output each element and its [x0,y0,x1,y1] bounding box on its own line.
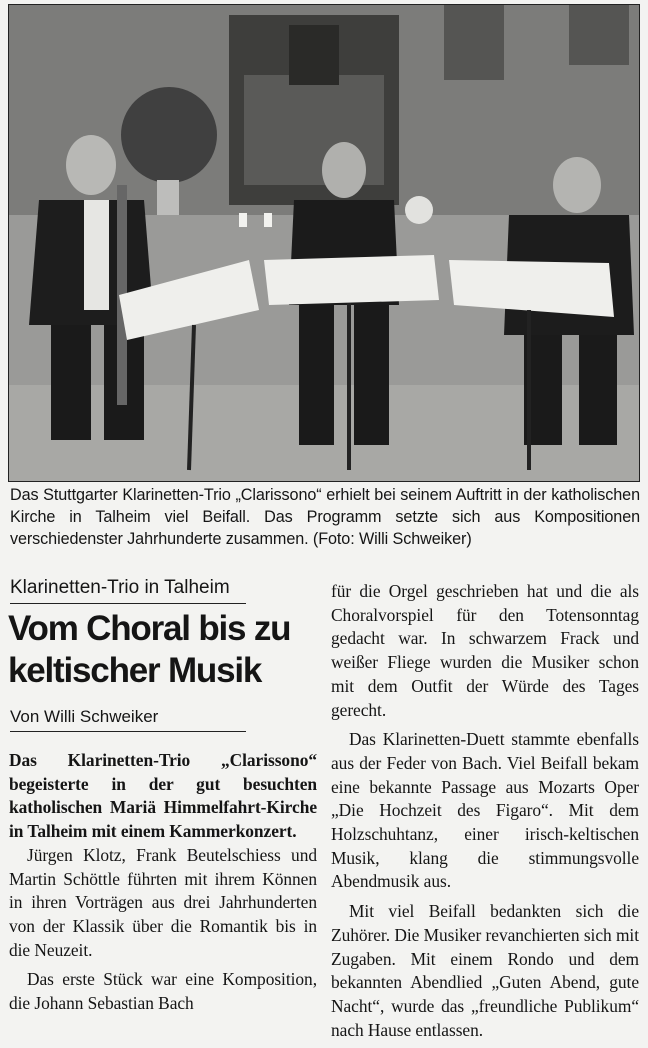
article-paragraph-1: Jürgen Klotz, Frank Beutelschiess und Martin Schöttle führten mit ihrem Können in ihren Vorträgen aus drei Jahrhunderten von der Klassik über die Romantik bis in die Neuzeit. [9,844,317,960]
article-paragraph-2-continued: für die Orgel geschrieben hat und die als Choralvorspiel für den Totensonntag gedacht war. In schwarzem Frack und weißer Fliege wurden die Musiker schon mit dem Outfit der Würde des Tages gerecht. [331,581,639,720]
article-paragraph-2: Das erste Stück war eine Komposition, die Johann Sebastian Bach [9,969,317,1014]
photo-caption: Das Stuttgarter Klarinetten-Trio „Clarissono“ erhielt bei seinem Auftritt in der katholischen Kirche in Talheim viel Beifall. Das Programm setzte sich aus Kompositionen verschiedenster Jahrhunderte zusammen. (Foto: Willi Schweiker) [10,486,640,548]
article-headline [8,608,338,692]
headline-line-1: Vom Choral bis zu [8,609,291,648]
photo-icon [9,5,639,481]
music-stand-center [264,255,439,305]
article-column-left [9,749,317,1016]
concert-photo [8,4,640,482]
article-kicker: Klarinetten-Trio in Talheim [10,576,246,604]
article-column-right [331,580,639,1042]
headline-line-2: keltischer Musik [8,651,262,690]
article-lead: Das Klarinetten-Trio „Clarissono“ begeisterte in der gut besuchten katholischen Mariä Himmelfahrt-Kirche in Talheim mit einem Kammerkonzert. [9,750,317,842]
article-paragraph-3: Das Klarinetten-Duett stammte ebenfalls aus der Feder von Bach. Viel Beifall bekam eine bekannte Passage aus Mozarts Oper „Die Hochzeit des Figaro“. Mit dem Holzschuhtanz, einer irisch-keltischen Musik, klang die stimmungsvolle Abendmusik aus. [331,729,639,892]
article-byline: Von Willi Schweiker [10,706,246,732]
article-paragraph-4: Mit viel Beifall bedankten sich die Zuhörer. Die Musiker revanchierten sich mit Zugaben. Mit einem Rondo und dem bekannten Abendlied „Guten Abend, gute Nacht“, wurde das „freundliche Publikum“ nach Hause entlassen. [331,901,639,1040]
